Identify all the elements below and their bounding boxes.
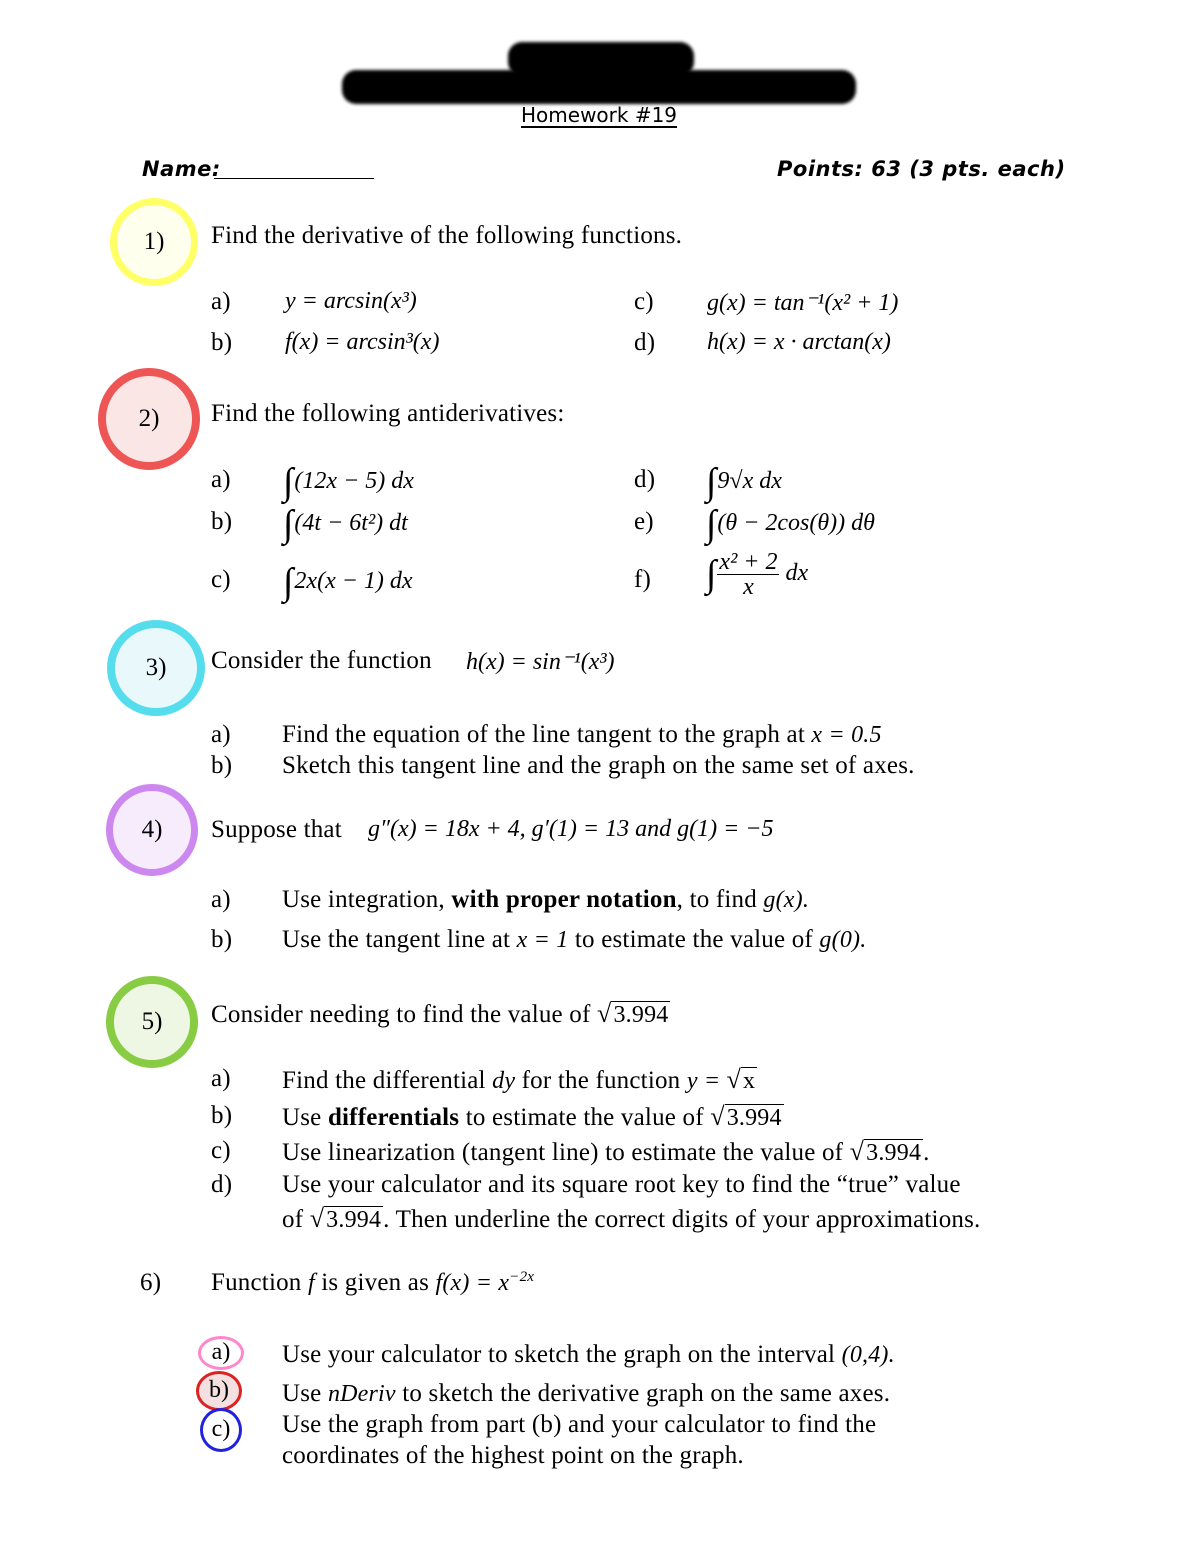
- fraction-numerator: x² + 2: [719, 549, 778, 575]
- q6-part-b-circle: b): [196, 1371, 242, 1411]
- q2-prompt: Find the following antiderivatives:: [211, 400, 565, 427]
- q6-number: 6): [140, 1269, 162, 1296]
- q4-part-a-bold: with proper notation: [451, 886, 677, 913]
- q4-expr: g″(x) = 18x + 4, g′(1) = 13 and g(1) = −5: [368, 816, 774, 842]
- q4-part-a-text: Use integration, with proper notation, to find g(x).: [282, 886, 810, 913]
- q3-part-a-label: a): [211, 721, 231, 748]
- q4-part-b-math2: g(0).: [819, 927, 867, 953]
- q1-item-b-label: b): [211, 329, 233, 356]
- q1-item-d-label: d): [634, 329, 656, 356]
- q5-part-a-math1: dy: [492, 1068, 516, 1094]
- name-label: Name:: [142, 157, 221, 181]
- q5-part-c-label: c): [211, 1137, 231, 1164]
- q3-number-circle: 3): [107, 620, 205, 716]
- q1-item-a-label: a): [211, 288, 231, 315]
- q1-prompt: Find the derivative of the following functions.: [211, 222, 683, 249]
- q6-prompt: Function f is given as $f(x) = x^{-2x}$: [211, 1269, 535, 1296]
- q4-part-a-label: a): [211, 886, 231, 913]
- q3-part-b-text: Sketch this tangent line and the graph on the same set of axes.: [282, 752, 915, 779]
- homework-title: Homework #19: [521, 103, 678, 127]
- q6-part-a-text: Use your calculator to sketch the graph on the interval (0,4).: [282, 1341, 895, 1368]
- sqrt-symbol-icon: √: [596, 999, 612, 1028]
- q2-number-circle: 2): [98, 368, 200, 470]
- q2-item-b-expr: ∫(4t − 6t²) dt: [283, 503, 408, 545]
- q3-part-b-label: b): [211, 752, 233, 779]
- q2-item-f-label: f): [634, 566, 652, 593]
- redacted-course-subtitle: [342, 70, 856, 104]
- name-blank-line: [214, 178, 374, 179]
- q6-part-c-circle: c): [200, 1408, 242, 1452]
- q5-prompt: Consider needing to find the value of √3.994: [211, 999, 669, 1028]
- integral-sign-icon: ∫: [706, 553, 717, 596]
- q5-number-circle: 5): [106, 976, 198, 1068]
- sqrt-symbol-icon: √: [710, 1102, 725, 1131]
- q3-part-a-math: x = 0.5: [811, 722, 882, 748]
- integral-sign-icon: ∫: [283, 461, 294, 503]
- q2-item-d-label: d): [634, 466, 656, 493]
- q6-expr: $f(x) = x^{-2x}$: [435, 1269, 535, 1296]
- q2-item-b-label: b): [211, 508, 233, 535]
- q2-item-e-expr: ∫(θ − 2cos(θ)) dθ: [706, 503, 875, 545]
- q3-expr: h(x) = sin⁻¹(x³): [466, 649, 615, 675]
- q4-number-circle: 4): [106, 784, 198, 876]
- sqrt-symbol-icon: √: [849, 1137, 865, 1166]
- q4-prompt: Suppose that: [211, 816, 342, 843]
- q6-part-c-line1: Use the graph from part (b) and your calculator to find the: [282, 1411, 877, 1438]
- q6-exponent: −2x: [509, 1269, 535, 1285]
- q4-part-b-text: Use the tangent line at x = 1 to estimate the value of g(0).: [282, 926, 867, 953]
- q5-part-d-line2: of √3.994. Then underline the correct digits of your approximations.: [282, 1204, 981, 1233]
- q4-part-b-math1: x = 1: [516, 927, 569, 953]
- q1-item-d-expr: h(x) = x · arctan(x): [707, 329, 891, 355]
- sqrt-symbol-icon: √: [309, 1204, 325, 1233]
- q5-part-a-label: a): [211, 1065, 231, 1092]
- q6-part-a-math: (0,4).: [841, 1342, 895, 1368]
- fraction-denominator: x: [743, 574, 754, 600]
- integral-sign-icon: ∫: [706, 461, 717, 503]
- q5-sqrt: √3.994: [596, 999, 669, 1028]
- q5-part-a-math2: y = √x: [686, 1065, 756, 1094]
- q2-item-a-label: a): [211, 466, 231, 493]
- q2-item-d-expr: ∫9√x dx: [706, 461, 782, 503]
- q2-item-c-label: c): [211, 566, 231, 593]
- q3-part-a-text: Find the equation of the line tangent to the graph at x = 0.5: [282, 721, 882, 748]
- points-label: Points: 63 (3 pts. each): [777, 157, 1066, 181]
- q6-part-b-italic: nDeriv: [327, 1381, 396, 1407]
- q1-item-a-expr: y = arcsin(x³): [285, 288, 417, 314]
- q5-part-b-text: Use differentials to estimate the value of √3.994: [282, 1102, 782, 1131]
- q3-prompt: Consider the function: [211, 647, 432, 674]
- q2-item-a-expr: ∫(12x − 5) dx: [283, 461, 414, 503]
- integral-sign-icon: ∫: [283, 503, 294, 545]
- q1-item-b-expr: f(x) = arcsin³(x): [285, 329, 440, 355]
- sqrt-symbol-icon: √: [726, 1065, 741, 1094]
- q5-part-b-bold: differentials: [327, 1104, 460, 1131]
- q2-item-e-label: e): [634, 508, 654, 535]
- q4-part-a-math: g(x).: [763, 887, 810, 913]
- q6-fvar: f: [307, 1270, 315, 1296]
- q1-item-c-label: c): [634, 288, 654, 315]
- q2-item-f-expr: [706, 550, 808, 599]
- q5-part-a-text: Find the differential dy for the function y = √x: [282, 1065, 756, 1094]
- integral-sign-icon: ∫: [706, 503, 717, 545]
- q5-part-d-label: d): [211, 1171, 233, 1198]
- q6-part-a-circle: a): [198, 1336, 244, 1370]
- q5-part-d-line1: Use your calculator and its square root key to find the “true” value: [282, 1171, 961, 1198]
- q1-item-c-expr: g(x) = tan⁻¹(x² + 1): [707, 290, 899, 316]
- q4-part-b-label: b): [211, 926, 233, 953]
- q5-part-c-text: Use linearization (tangent line) to estimate the value of √3.994.: [282, 1137, 930, 1166]
- q6-part-b-text: Use nDeriv to sketch the derivative graph on the same axes.: [282, 1380, 891, 1407]
- q6-part-c-line2: coordinates of the highest point on the graph.: [282, 1442, 744, 1469]
- fraction-suffix: dx: [785, 560, 809, 587]
- q5-part-b-label: b): [211, 1102, 233, 1129]
- integral-sign-icon: ∫: [283, 561, 294, 603]
- q2-item-c-expr: ∫2x(x − 1) dx: [283, 561, 413, 603]
- q1-number-circle: 1): [110, 198, 198, 286]
